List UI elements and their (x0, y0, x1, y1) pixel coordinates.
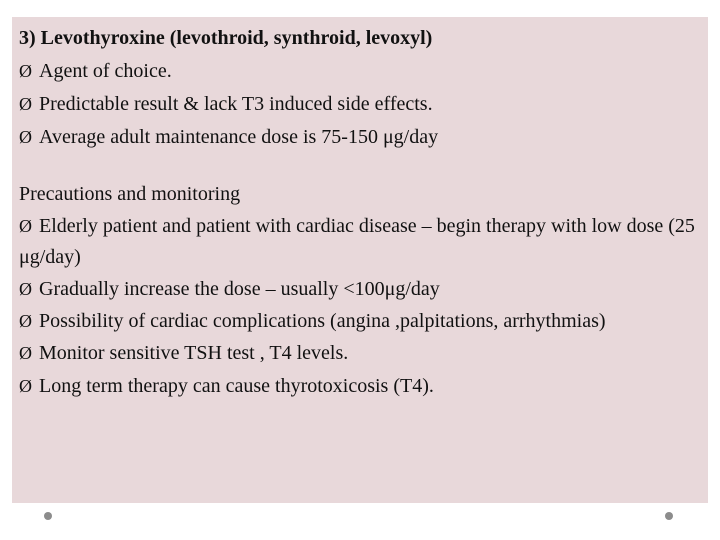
dot-icon (665, 512, 673, 520)
arrow-bullet-icon: Ø (19, 311, 32, 331)
list-item-text: Predictable result & lack T3 induced side effects. (39, 93, 433, 115)
section-spacer (19, 154, 709, 178)
list-item (19, 211, 709, 273)
list-item (19, 121, 709, 154)
arrow-bullet-icon: Ø (19, 127, 32, 147)
list-item-text: Long term therapy can cause thyrotoxicosis (T4). (39, 375, 434, 397)
list-item-text: Monitor sensitive TSH test , T4 levels. (39, 342, 349, 364)
slide-content (19, 22, 709, 403)
list-item (19, 273, 709, 306)
list-item (19, 88, 709, 121)
list-item-text: Average adult maintenance dose is 75-150 μg/day (39, 126, 439, 148)
list-item (19, 55, 709, 88)
list-item (19, 370, 709, 403)
arrow-bullet-icon: Ø (19, 216, 32, 236)
list-item-text: Agent of choice. (39, 60, 172, 82)
arrow-bullet-icon: Ø (19, 279, 32, 299)
list-item (19, 337, 709, 370)
list-item-text: Elderly patient and patient with cardiac disease – begin therapy with low dose (25 μg/day) (19, 215, 695, 268)
section-title: Precautions and monitoring (19, 183, 241, 205)
list-item-text: Possibility of cardiac complications (angina ,palpitations, arrhythmias) (39, 310, 606, 332)
drug-heading: 3) Levothyroxine (levothroid, synthroid, levoxyl) (19, 27, 433, 49)
arrow-bullet-icon: Ø (19, 94, 32, 114)
list-item-text: Gradually increase the dose – usually <100μg/day (39, 278, 440, 300)
arrow-bullet-icon: Ø (19, 61, 32, 81)
list-item (19, 306, 709, 337)
arrow-bullet-icon: Ø (19, 343, 32, 363)
dot-icon (44, 512, 52, 520)
arrow-bullet-icon: Ø (19, 376, 32, 396)
